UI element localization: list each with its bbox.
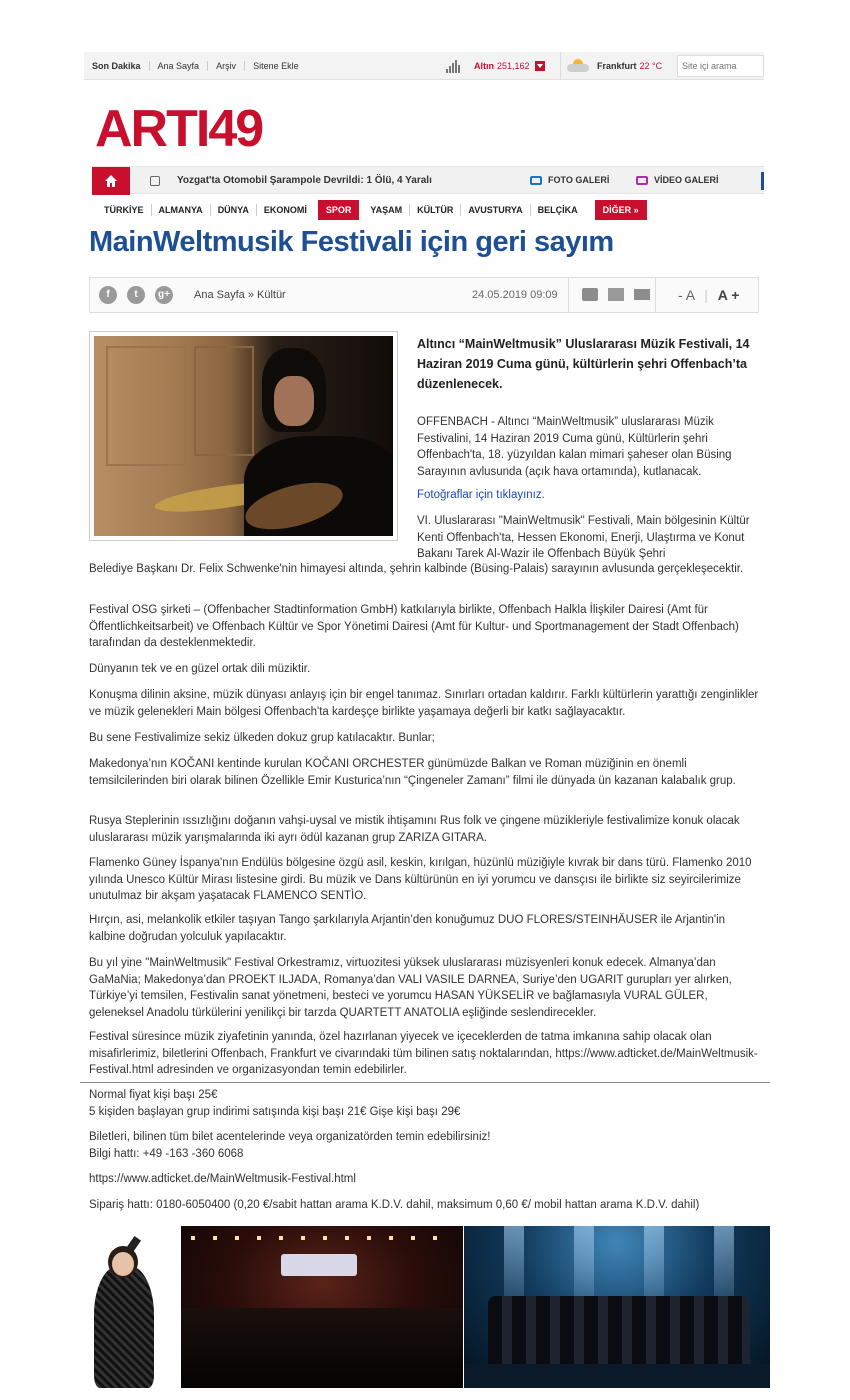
nav-item-turkiye[interactable]: TÜRKİYE xyxy=(92,204,152,216)
ticker-headline[interactable]: Yozgat'ta Otomobil Şarampole Devrildi: 1 Ölü, 4 Yaralı xyxy=(177,175,432,186)
nav-item-belcika[interactable]: BELÇİKA xyxy=(537,205,578,215)
logo-text-49: 49 xyxy=(208,100,263,158)
home-button[interactable] xyxy=(92,167,130,195)
nav-item-ekonomi[interactable]: EKONOMİ xyxy=(263,205,307,215)
photo-gallery-label: FOTO GALERİ xyxy=(548,175,610,185)
nav-item-avusturya[interactable]: AVUSTURYA xyxy=(461,204,530,216)
article-paragraph: Flamenko Güney İspanya'nın Endülüs bölgesine özgü asil, keskin, kırılgan, hüzünlü müziğiyle kıvrak bir dans türü. Flamenko 2010 yılında Unesco Kültür Mirası listesine girdi. Bu müzik ve Dans kültürünün en iyi yorumcu ve dansçısı ile birlikte siz seyircilerimize unutulmaz bir akşam yaşatacak FLAMENCO SENTÌO. xyxy=(89,857,752,902)
weather-widget xyxy=(560,52,662,80)
main-nav xyxy=(92,200,647,220)
rss-icon[interactable] xyxy=(150,176,160,186)
home-icon xyxy=(104,174,118,188)
article-paragraph: Hırçın, asi, melankolik etkiler taşıyan Tango şarkılarıyla Arjantin’den konuğumuz DUO FLORES/STEINHÄUSER ile Arjantin'in kalbine doğrudan yolculuk yapılacaktır. xyxy=(89,914,726,943)
top-link-ana-sayfa[interactable]: Ana Sayfa xyxy=(150,61,209,71)
article-paragraph: Bu sene Festivalimize sekiz ülkeden dokuz grup katılacaktır. Bunlar; xyxy=(89,732,435,744)
top-bar xyxy=(84,52,764,80)
nav-item-spor[interactable]: SPOR xyxy=(318,200,360,220)
font-size-controls: - A | A + xyxy=(678,287,740,303)
gallery-image-dancer[interactable] xyxy=(80,1226,180,1388)
top-link-arsiv[interactable]: Arşiv xyxy=(208,61,245,71)
musician-image xyxy=(94,336,393,536)
nav-item-diger[interactable]: DİĞER » xyxy=(595,200,647,220)
gold-value: 251,162 xyxy=(497,61,530,71)
article-photo xyxy=(89,331,398,541)
nav-item-dunya[interactable]: DÜNYA xyxy=(211,204,257,216)
video-gallery-label: VİDEO GALERİ xyxy=(654,175,719,185)
article-paragraph: Rusya Steplerinin ıssızlığını doğanın vahşi-uysal ve mistik ihtişamını Rus folk ve çingene müzikleriyle festivalimize konuk olacak uluslararası müzik yarışmalarında iki ayrı ödül kazanan grup ZARIZA GITARA. xyxy=(89,815,740,844)
gallery-image-festival-stage[interactable] xyxy=(181,1226,463,1388)
article-paragraph: Bu yıl yine "MainWeltmusik" Festival Orkestramız, virtuozitesi yüksek uluslararası müzisyenleri konuk edecek. Almanya’dan GaMaNia; Makedonya’dan PROEKT ILJADA, Romanya’dan VALI VASILE DARNEA, Suriye’den UGARIT gurupları yer alırken, Türkiye’yi temsilen, Festivalin sanat yönetmeni, besteci ve yorumcu HASAN YÜKSELİR ve bağlamasıyla VURAL GÜLER, geleneksel Anadolu türkülerini yenilikçi bir tarzda QUARTETT ANATOLIA eşliğinde seslendirecekler. xyxy=(89,957,732,1019)
article-paragraph: Festival süresince müzik ziyafetinin yanında, özel hazırlanan yiyecek ve içeceklerden de tatma imkanına sahip olacak olan misafirlerimiz, biletlerini Offenbach, Frankfurt ve civarındaki tüm bilinen satış noktalarından, https://www.adticket.de/MainWeltmusik-Festival.html adresinden ve organizasyondan temin edebilirler. xyxy=(89,1031,758,1076)
site-logo[interactable] xyxy=(95,100,263,158)
nav-item-kultur[interactable]: KÜLTÜR xyxy=(410,204,461,216)
camera-icon xyxy=(530,176,542,185)
arrow-down-icon[interactable] xyxy=(535,61,545,71)
ticker-edge xyxy=(761,172,764,190)
gold-price[interactable] xyxy=(446,52,545,80)
mail-icon[interactable] xyxy=(608,288,624,301)
comment-icon[interactable] xyxy=(582,288,598,301)
weather-temp: 22 °C xyxy=(639,61,663,71)
google-plus-icon[interactable]: g+ xyxy=(155,286,173,304)
price-info: Normal fiyat kişi başı 25€ 5 kişiden başlayan grup indirimi satışında kişi başı 21€ Gişe kişi başı 29€ xyxy=(89,1089,461,1118)
video-icon xyxy=(636,176,648,185)
print-icon[interactable] xyxy=(634,289,650,300)
top-link-sitene-ekle[interactable]: Sitene Ekle xyxy=(253,60,299,71)
article-paragraph: Konuşma dilinin aksine, müzik dünyası anlayış için bir engel tanımaz. Sınırları ortadan kaldırır. Farklı kültürlerin yarattığı zenginlikler ve müzik gelenekleri Main bölgesi Offenbach'ta kardeşçe birlikte yaşamaya değerli bir katkı sağlayacaktır. xyxy=(89,689,759,718)
twitter-icon[interactable]: t xyxy=(127,286,145,304)
article-paragraph: Makedonya’nın KOČANI kentinde kurulan KOČANI ORCHESTER günümüzde Balkan ve Roman müziğinin en önemli temsilcilerinden biri olarak bilinen Özellikle Emir Kusturica’nın “Çingeneler Zamanı” filmi ile dünyada ün kazanan kalabalık grup. xyxy=(89,758,736,787)
font-increase-button[interactable]: A + xyxy=(717,287,740,303)
top-link-son-dakika[interactable]: Son Dakika xyxy=(92,61,150,71)
photos-link[interactable]: Fotoğraflar için tıklayınız. xyxy=(417,489,545,501)
photo-gallery-link[interactable] xyxy=(530,175,609,185)
breadcrumb[interactable]: Ana Sayfa » Kültür xyxy=(194,289,286,301)
news-ticker xyxy=(92,166,764,194)
article-paragraph: Dünyanın tek ve en güzel ortak dili müziktir. xyxy=(89,663,311,675)
facebook-icon[interactable]: f xyxy=(99,286,117,304)
article-paragraph: Belediye Başkanı Dr. Felix Schwenke'nin himayesi altında, şehrin kalbinde (Büsing-Palais) sarayının avlusunda gerçekleşecektir. xyxy=(89,563,744,575)
font-decrease-button[interactable]: - A xyxy=(678,287,695,303)
article-paragraph: OFFENBACH - Altıncı “MainWeltmusik” uluslararası Müzik Festivalini, 14 Haziran 2019 Cuma günü, Kültürlerin şehri Offenbach'ta, 18. yüzyıldan kalan mimari şaheser olan Büsing Sarayının avlusunda (açık hava ortamında), kutlanacak. xyxy=(417,416,732,478)
stats-icon xyxy=(446,59,462,73)
article-title: MainWeltmusik Festivali için geri sayım xyxy=(89,226,614,258)
article-lead: Altıncı “MainWeltmusik” Uluslararası Müzik Festivali, 14 Haziran 2019 Cuma günü, kültürlerin şehri Offenbach’ta düzenlenecek. xyxy=(417,337,750,391)
nav-item-yasam[interactable]: YAŞAM xyxy=(363,204,410,216)
article-actions xyxy=(568,278,656,312)
ticket-url: https://www.adticket.de/MainWeltmusik-Festival.html xyxy=(89,1173,356,1185)
article-paragraph: Festival OSG şirketi – (Offenbacher Stadtinformation GmbH) katkılarıyla birlikte, Offenbach Halkla İlişkiler Dairesi (Amt für Öffentlichkeitsarbeit) ve Offenbach Kültür ve Spor Yönetimi Dairesi (Amt für Kultur- und Sportmanagement der Stadt Offenbach) tarafından da desteklenmektedir. xyxy=(89,604,739,649)
gallery-image-brass-band[interactable] xyxy=(464,1226,770,1388)
article-date: 24.05.2019 09:09 xyxy=(472,289,558,301)
article-paragraph: VI. Uluslararası "MainWeltmusik" Festivali, Main bölgesinin Kültür Kenti Offenbach'ta, Hessen Ekonomi, Enerji, Ulaştırma ve Konut Bakanı Tarek Al-Wazir ile Offenbach Büyük Şehri xyxy=(417,515,750,560)
top-links xyxy=(84,61,307,71)
search-input[interactable] xyxy=(677,55,764,77)
video-gallery-link[interactable] xyxy=(636,175,719,185)
logo-text-arti: ARTI xyxy=(95,100,209,158)
nav-item-almanya[interactable]: ALMANYA xyxy=(152,204,211,216)
order-line: Sipariş hattı: 0180-6050400 (0,20 €/sabit hattan arama K.D.V. dahil, maksimum 0,60 €/ mobil hattan arama K.D.V. dahil) xyxy=(89,1199,700,1211)
ticket-info: Biletleri, bilinen tüm bilet acentelerinde veya organizatörden temin edebilirsiniz! Bilgi hattı: +49 -163 -360 6068 xyxy=(89,1131,491,1160)
divider xyxy=(80,1082,770,1083)
gold-label: Altın xyxy=(474,61,494,71)
weather-city: Frankfurt xyxy=(597,61,637,71)
article-toolbar xyxy=(89,277,759,313)
weather-icon xyxy=(567,59,589,73)
